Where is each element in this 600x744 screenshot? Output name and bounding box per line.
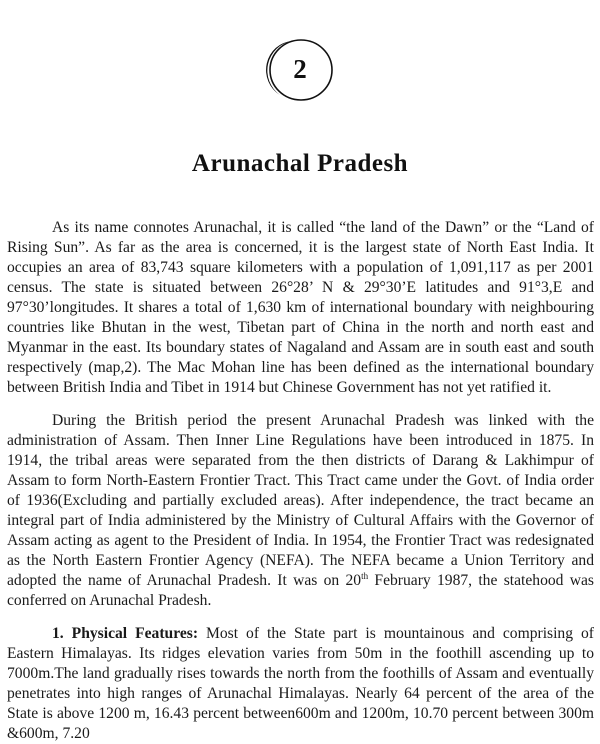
- paragraph-text: Most of the State part is mountainous and comprising of Eastern Himalayas. Its ridges elevation varies from 50m in the foothill ascending up to 7000m.The land gradually rises towards the north from the foothills of Assam and eventually penetrates into high ranges of Arunachal Himalayas. Nearly 64 percent of the area of the State is above 1200 m, 16.43 percent between600m and 1200m, 10.70 percent between 300m &600m, 7.20: [7, 625, 594, 742]
- paragraph-history: [7, 411, 594, 611]
- body-text: [7, 218, 594, 744]
- ordinal-superscript: th: [361, 571, 369, 581]
- paragraph-text: During the British period the present Arunachal Pradesh was linked with the administration of Assam. Then Inner Line Regulations have been introduced in 1875. In 1914, the tribal areas were separated from the then districts of Darang & Lakhimpur of Assam to form North-Eastern Frontier Tract. This Tract came under the Govt. of India order of 1936(Excluding and partially excluded areas). After independence, the tract became an integral part of India administered by the Ministry of Cultural Affairs with the Governor of Assam acting as agent to the President of India. In 1954, the Frontier Tract was redesignated as the North Eastern Frontier Agency (NEFA). The NEFA became a Union Territory and adopted the name of Arunachal Pradesh. It was on 20: [7, 412, 594, 589]
- paragraph-intro: [7, 218, 594, 398]
- chapter-number: 2: [293, 54, 307, 84]
- section-heading: 1. Physical Features:: [52, 625, 199, 642]
- paragraph-text: February 1987, the statehood was conferred on Arunachal Pradesh.: [7, 572, 594, 609]
- paragraph-physical-features: [7, 624, 594, 744]
- chapter-title: Arunachal Pradesh: [191, 150, 409, 177]
- paragraph-text: As its name connotes Arunachal, it is called “the land of the Dawn” or the “Land of Rising Sun”. As far as the area is concerned, it is the largest state of North East India. It occupies an area of 83,743 square kilometers with a population of 1,091,117 as per 2001 census. The state is situated between 26°28’ N & 29°30’E latitudes and 91°3,E and 97°30’longitudes. It shares a total of 1,630 km of international boundary with neighbouring countries like Bhutan in the west, Tibetan part of China in the north and north east and Myanmar in the east. Its boundary states of Nagaland and Assam are in south east and south respectively (map,2). The Mac Mohan line has been defined as the international boundary between British India and Tibet in 1914 but Chinese Government has not yet ratified it.: [7, 219, 594, 396]
- chapter-number-badge: [266, 37, 330, 101]
